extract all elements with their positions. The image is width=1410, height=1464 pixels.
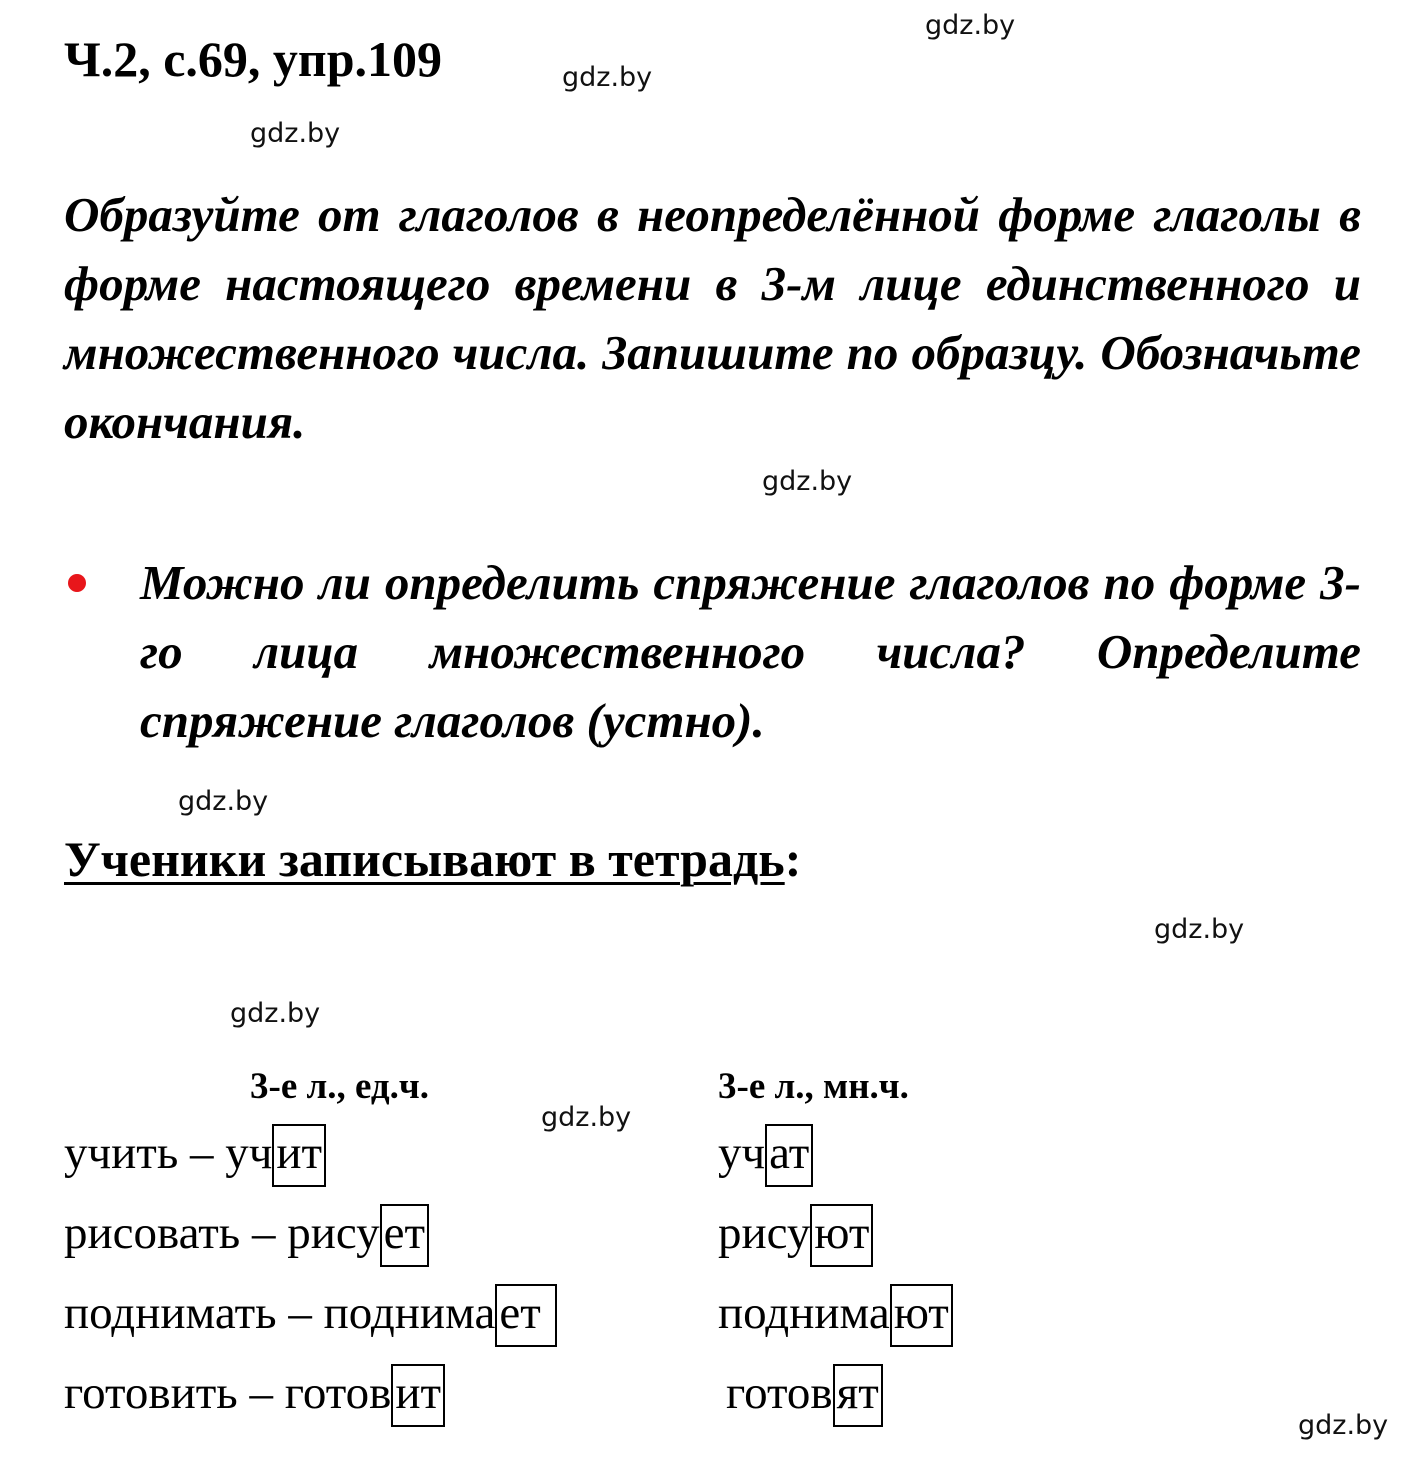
ending-box: ит: [391, 1364, 445, 1427]
verb-row-singular: [64, 1124, 326, 1187]
dash: –: [276, 1287, 324, 1339]
notebook-heading: [64, 831, 802, 887]
ending-box: ют: [810, 1204, 873, 1267]
watermark: gdz.by: [178, 786, 269, 817]
ending-box: ат: [765, 1124, 813, 1187]
question-text: Можно ли определить спряжение глаголов по форме 3-го лица множественного числа? Определите спряжение глаголов (устно).: [140, 555, 1361, 748]
stem: поднима: [323, 1287, 496, 1339]
verb-row-plural: [718, 1124, 813, 1187]
stem: рису: [718, 1207, 811, 1259]
verb-row-singular: [64, 1284, 557, 1347]
infinitive: учить: [64, 1127, 179, 1179]
ending-box: ют: [890, 1284, 953, 1347]
watermark: gdz.by: [762, 466, 853, 497]
ending-box: ят: [833, 1364, 883, 1427]
watermark: gdz.by: [541, 1102, 632, 1133]
verb-row-singular: [64, 1364, 445, 1427]
stem: уч: [718, 1127, 766, 1179]
ending-box: ит: [272, 1124, 326, 1187]
watermark: gdz.by: [250, 118, 341, 149]
verb-row-plural: [718, 1284, 953, 1347]
watermark: gdz.by: [1154, 914, 1245, 945]
task-text: Образуйте от глаголов в неопределённой форме глаголы в форме настоящего времени в 3-м лице единственного и множественного числа. Запишите по образцу. Обозначьте окончания.: [64, 187, 1361, 449]
dash: –: [178, 1127, 226, 1179]
watermark: gdz.by: [230, 998, 321, 1029]
bullet-icon: [68, 574, 86, 592]
verb-row-singular: [64, 1204, 429, 1267]
page-title: Ч.2, с.69, упр.109: [64, 31, 443, 87]
notebook-heading-text: Ученики записывают в тетрадь: [64, 831, 785, 887]
watermark: gdz.by: [562, 62, 653, 93]
ending-box: ет: [380, 1204, 429, 1267]
watermark: gdz.by: [925, 10, 1016, 41]
stem: поднима: [718, 1287, 890, 1339]
infinitive: рисовать: [64, 1207, 241, 1259]
verb-row-plural: [718, 1204, 873, 1267]
dash: –: [237, 1367, 285, 1419]
stem: готов: [284, 1367, 392, 1419]
stem: рису: [287, 1207, 380, 1259]
stem: готов: [726, 1367, 833, 1419]
notebook-heading-colon: :: [784, 831, 802, 887]
watermark: gdz.by: [1298, 1410, 1389, 1441]
infinitive: поднимать: [64, 1287, 277, 1339]
dash: –: [240, 1207, 288, 1259]
ending-box: ет: [495, 1284, 556, 1347]
infinitive: готовить: [64, 1367, 238, 1419]
stem: уч: [225, 1127, 273, 1179]
verb-row-plural: [726, 1364, 883, 1427]
column-header-singular: 3-е л., ед.ч.: [250, 1066, 430, 1107]
column-header-plural: 3-е л., мн.ч.: [718, 1066, 909, 1107]
